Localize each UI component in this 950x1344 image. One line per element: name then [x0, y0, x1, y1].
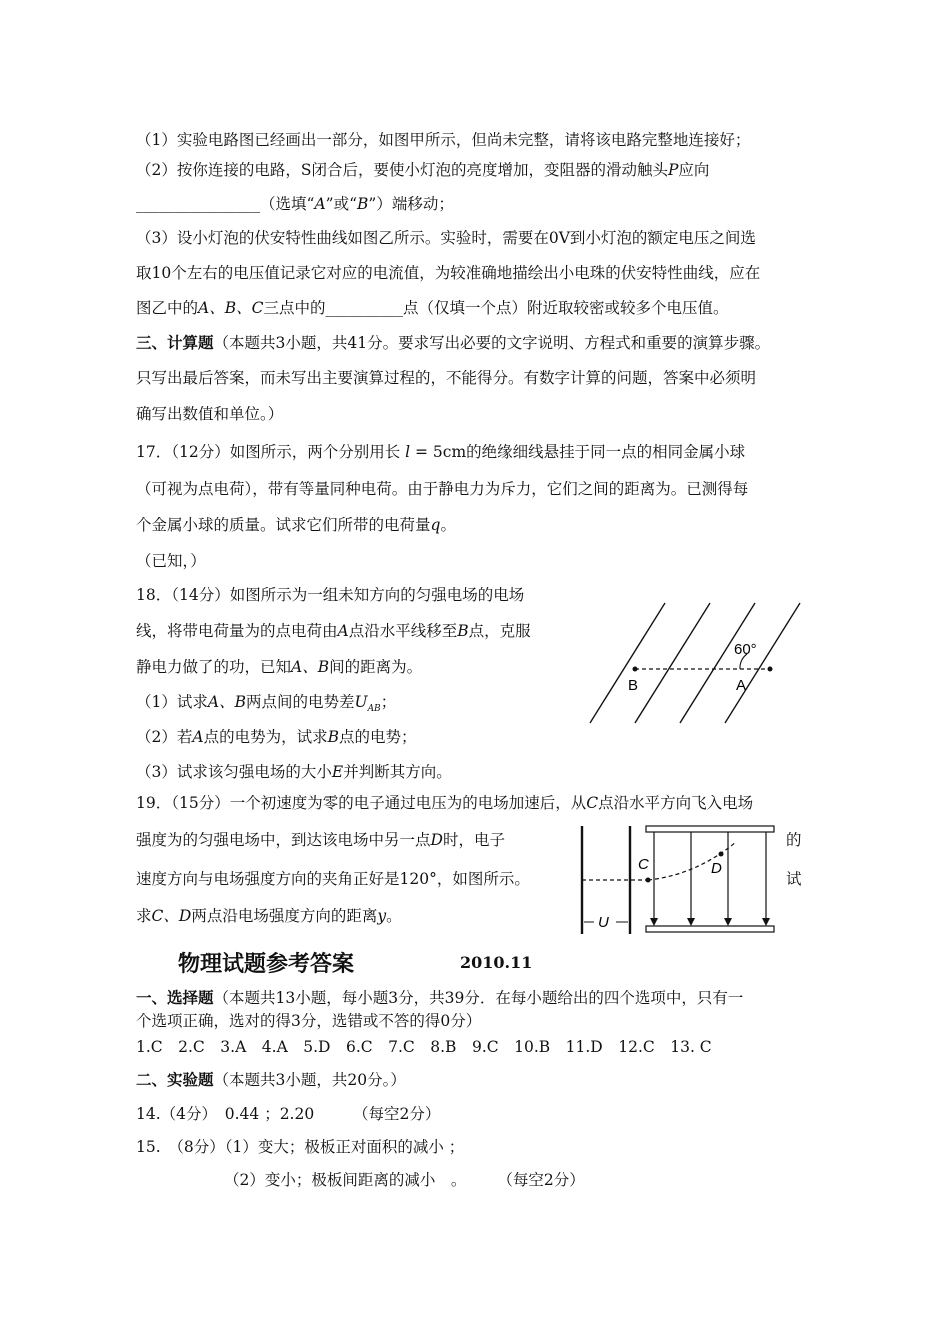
section-heading: 一、选择题 — [136, 988, 214, 1007]
field-arrowhead — [687, 918, 695, 926]
text: 只写出最后答案，而未写出主要演算过程的，不能得分。有数字计算的问题，答案中必须明 — [136, 369, 757, 387]
text: 19．（15分）一个初速度为零的电子通过电压为的电场加速后，从 — [136, 794, 587, 812]
field-plate-top — [646, 826, 774, 832]
text: 1.C 2.C 3.A 4.A 5.D 6.C 7.C 8.B 9.C 10.B 11.D 12.C 13. C — [136, 1038, 712, 1056]
var-a: A — [337, 622, 349, 640]
text: 点沿水平线移至 — [348, 622, 458, 640]
q17-line — [136, 442, 745, 462]
field-arrowhead — [762, 918, 770, 926]
text: 个选项正确，选对的得3分，选错或不答的得0分） — [136, 1012, 482, 1030]
text: （3）设小灯泡的伏安特性曲线如图乙所示。实验时，需要在0V到小灯泡的额定电压之间选 — [136, 229, 756, 247]
q17-line — [136, 479, 748, 499]
text-line — [136, 194, 454, 214]
var-b: B — [327, 728, 339, 746]
text: 点的电势； — [338, 728, 417, 746]
answer-15 — [136, 1137, 464, 1157]
text: 点，克服 — [468, 622, 531, 640]
text: （2）变小；极板间距离的减小 。 （每空2分） — [224, 1171, 585, 1189]
text: 并判断其方向。 — [343, 763, 452, 781]
q19-line — [136, 906, 402, 926]
q18-line — [136, 621, 531, 641]
q19-line — [136, 830, 505, 850]
electric-field-lines-figure — [580, 598, 820, 728]
text: 点（仅填一个点）附近取较密或较多个电压值。 — [402, 299, 729, 317]
var-b: B — [457, 622, 469, 640]
var-e: E — [331, 763, 344, 781]
var-a: A — [314, 195, 326, 213]
q19-line-end — [786, 830, 802, 850]
text: 图乙中的 — [136, 299, 199, 317]
point-c — [646, 878, 651, 883]
text: 。 — [440, 516, 456, 534]
q18-line — [136, 762, 452, 782]
text-line — [136, 263, 760, 283]
q18-line — [136, 727, 417, 747]
text: 个金属小球的质量。试求它们所带的电荷量 — [136, 516, 431, 534]
var-p: P — [667, 161, 679, 179]
var-sub-ab: AB — [367, 704, 381, 715]
electron-trajectory — [648, 842, 736, 880]
section-heading: 二、实验题 — [136, 1070, 214, 1089]
answers-title: 物理试题参考答案 — [178, 952, 355, 977]
text: （选填“ — [260, 195, 315, 213]
label-d: D — [711, 860, 722, 877]
answer-14 — [136, 1104, 440, 1124]
q17-line — [136, 515, 456, 535]
text-line — [136, 1011, 481, 1031]
angle-label: 60° — [734, 641, 757, 658]
answers-date: 2010.11 — [460, 953, 533, 972]
var-d: D — [430, 831, 443, 849]
var-y: y — [377, 907, 387, 925]
text: （本题共3小题，共20分。） — [213, 1071, 406, 1089]
var-abc: A、B、C — [198, 299, 264, 317]
var-ab: A、B — [291, 658, 330, 676]
text: （3）试求该匀强电场的大小 — [136, 763, 332, 781]
field-line — [590, 603, 665, 723]
text: （已知，） — [136, 552, 206, 570]
text: （1）试求 — [136, 693, 208, 711]
text: 速度方向与电场强度方向的夹角正好是120°，如图所示。 — [136, 870, 530, 888]
text: 。 — [386, 907, 402, 925]
text: ； — [380, 693, 397, 711]
text: 取10个左右的电压值记录它对应的电流值，为较准确地描绘出小电珠的伏安特性曲线，应在 — [136, 264, 761, 282]
text: （2）若 — [136, 728, 193, 746]
text: 试 — [786, 870, 802, 888]
text: 应向 — [678, 161, 710, 179]
text: 两点间的电势差 — [245, 693, 355, 711]
answer-blank: ________________ — [136, 195, 260, 213]
text-line — [136, 298, 729, 318]
electron-deflection-figure — [576, 820, 782, 942]
var-cd: C、D — [151, 907, 192, 925]
var-l: l — [405, 443, 411, 461]
text-line — [136, 130, 750, 150]
answer-15b — [224, 1170, 585, 1190]
text: 线，将带电荷量为的点电荷由 — [136, 622, 338, 640]
text: （1）实验电路图已经画出一部分，如图甲所示，但尚未完整，请将该电路完整地连接好； — [136, 131, 751, 149]
text-line — [136, 228, 756, 248]
var-u: U — [354, 693, 368, 711]
text: 三点中的 — [263, 299, 326, 317]
answer-section-line — [136, 1070, 406, 1090]
answer-section-line — [136, 988, 743, 1008]
text: 17．（12分）如图所示，两个分别用长 — [136, 443, 406, 461]
q18-line — [136, 657, 422, 677]
label-c: C — [638, 856, 649, 873]
text: 点的电势为，试求 — [203, 728, 328, 746]
text: 间的距离为。 — [329, 658, 423, 676]
label-b: B — [628, 677, 639, 694]
q19-line — [136, 869, 530, 889]
field-line — [635, 603, 710, 723]
label-a: A — [736, 677, 747, 694]
text: 两点沿电场强度方向的距离 — [191, 907, 378, 925]
text: （本题共3小题，共41分。要求写出必要的文字说明、方程式和重要的演算步骤。 — [213, 334, 771, 352]
var-ab: A、B — [207, 693, 246, 711]
answer-blank: __________ — [325, 299, 403, 317]
field-line — [680, 603, 755, 723]
field-arrowhead — [650, 918, 658, 926]
mc-answers — [136, 1037, 712, 1057]
var-q: q — [430, 516, 441, 534]
q19-line — [136, 793, 753, 813]
label-u: U — [598, 914, 609, 931]
text-line — [136, 160, 709, 180]
var-c: C — [586, 794, 599, 812]
q18-line — [136, 692, 396, 719]
field-line — [725, 603, 800, 723]
text: 14.（4分） 0.44 ；2.20 （每空2分） — [136, 1105, 441, 1123]
text: 的 — [786, 831, 802, 849]
q18-line — [136, 585, 524, 605]
q17-line — [136, 551, 206, 571]
text: 18．（14分）如图所示为一组未知方向的匀强电场的电场 — [136, 586, 525, 604]
text: （2）按你连接的电路，S闭合后，要使小灯泡的亮度增加，变阻器的滑动触头 — [136, 161, 668, 179]
text: 求 — [136, 907, 152, 925]
text: ”或“ — [325, 195, 357, 213]
text: = 5cm的绝缘细线悬挂于同一点的相同金属小球 — [410, 443, 746, 461]
section-heading-line — [136, 333, 770, 353]
q19-line-end — [786, 869, 802, 889]
text-line — [136, 368, 756, 388]
point-d — [719, 852, 724, 857]
text: 静电力做了的功，已知 — [136, 658, 292, 676]
text: （可视为点电荷），带有等量同种电荷。由于静电力为斥力，它们之间的距离为。已测得每 — [136, 480, 749, 498]
var-a: A — [192, 728, 204, 746]
text: 强度为的匀强电场中，到达该电场中另一点 — [136, 831, 431, 849]
text: 点沿水平方向飞入电场 — [598, 794, 754, 812]
var-b: B — [357, 195, 369, 213]
section-heading: 三、计算题 — [136, 333, 214, 352]
text: （本题共13小题，每小题3分，共39分．在每小题给出的四个选项中，只有一 — [213, 989, 744, 1007]
text: 15. （8分）（1）变大；极板正对面积的减小 ； — [136, 1138, 465, 1156]
field-plate-bottom — [646, 926, 774, 932]
text-line — [136, 404, 283, 424]
text: 确写出数值和单位。） — [136, 405, 284, 423]
text: 时，电子 — [442, 831, 505, 849]
field-arrowhead — [724, 918, 732, 926]
text: ”）端移动； — [368, 195, 454, 213]
point-b — [633, 667, 638, 672]
point-a — [768, 667, 773, 672]
